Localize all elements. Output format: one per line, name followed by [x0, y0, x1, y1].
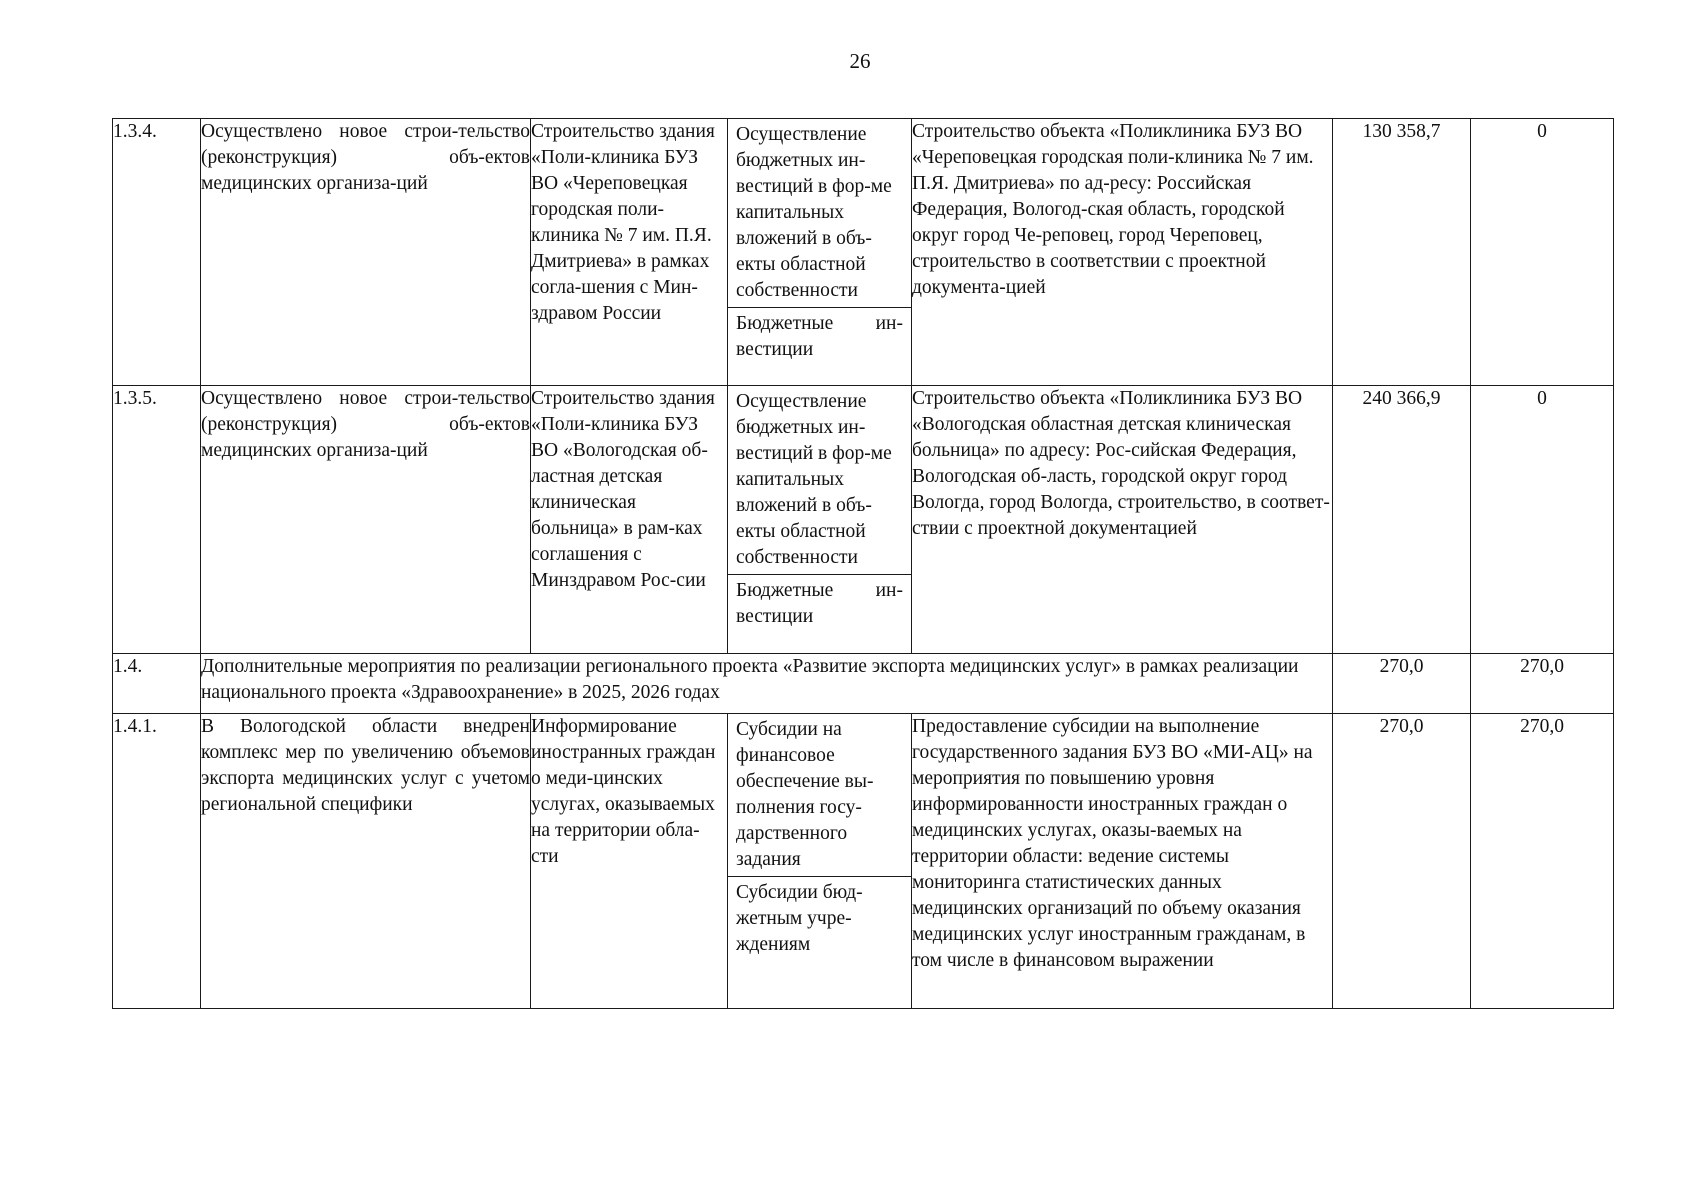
page-number: 26	[849, 49, 871, 73]
section-row	[113, 654, 1614, 714]
section-code: 1.4.	[113, 654, 201, 714]
funding-type: Субсидии на финансовое обеспечение вы-полнения госу-дарственного задания	[728, 714, 911, 877]
row-measure: Строительство здания «Поли-клиника БУЗ ВО «Череповецкая городская поли-клиника № 7 им. П.Я. Дмитриева» в рамках согла-шения с Мин-здравом России	[531, 119, 728, 386]
row-code: 1.4.1.	[113, 714, 201, 1009]
activities-table	[112, 118, 1614, 1009]
row-amount-2025: 130 358,7	[1333, 119, 1471, 386]
row-funding	[728, 386, 912, 654]
row-result: Осуществлено новое строи-тельство (реконструкция) объ-ектов медицинских организа-ций	[201, 119, 531, 386]
row-amount-2026: 270,0	[1471, 714, 1614, 1009]
funding-kind: Бюджетные ин-вестиции	[736, 580, 903, 627]
row-amount-2026: 0	[1471, 386, 1614, 654]
section-amount-2026: 270,0	[1471, 654, 1614, 714]
row-code: 1.3.4.	[113, 119, 201, 386]
table-row	[113, 714, 1614, 1009]
row-description: Строительство объекта «Поликлиника БУЗ ВО «Череповецкая городская поли-клиника № 7 им. П.Я. Дмитриева» по ад-ресу: Российская Федерация, Вологод-ская область, городской округ город Че-реповец, город Череповец, строительство в соответствии с проектной документа-цией	[912, 119, 1333, 386]
row-funding	[728, 714, 912, 1009]
row-measure: Строительство здания «Поли-клиника БУЗ ВО «Вологодская об-ластная детская клиническая больница» в рам-ках соглашения с Минздравом Рос-сии	[531, 386, 728, 654]
row-description: Предоставление субсидии на выполнение государственного задания БУЗ ВО «МИ-АЦ» на мероприятия по повышению уровня информированности иностранных граждан о медицинских услугах, оказы-ваемых на территории области: ведение системы мониторинга статистических данных медицинских организаций по объему оказания медицинских услуг иностранным гражданам, в том числе в финансовом выражении	[912, 714, 1333, 1009]
row-amount-2025: 270,0	[1333, 714, 1471, 1009]
row-amount-2025: 240 366,9	[1333, 386, 1471, 654]
funding-type: Осуществление бюджетных ин-вестиций в фор-ме капитальных вложений в объ-екты областной собственности	[728, 386, 911, 575]
row-amount-2026: 0	[1471, 119, 1614, 386]
table-row	[113, 119, 1614, 386]
row-description: Строительство объекта «Поликлиника БУЗ ВО «Вологодская областная детская клиническая больница» по адресу: Рос-сийская Федерация, Вологодская об-ласть, городской округ город Вологда, город Вологда, строительство, в соответ-ствии с проектной документацией	[912, 386, 1333, 654]
row-result: Осуществлено новое строи-тельство (реконструкция) объ-ектов медицинских организа-ций	[201, 386, 531, 654]
row-result: В Вологодской области внедрен комплекс мер по увеличению объемов экспорта медицинских услуг с учетом региональной специфики	[201, 714, 531, 1009]
row-funding	[728, 119, 912, 386]
table-row	[113, 386, 1614, 654]
funding-kind: Бюджетные ин-вестиции	[736, 313, 903, 360]
section-title: Дополнительные мероприятия по реализации регионального проекта «Развитие экспорта медицинских услуг» в рамках реализации национального проекта «Здравоохранение» в 2025, 2026 годах	[201, 654, 1333, 714]
row-measure: Информирование иностранных граждан о меди-цинских услугах, оказываемых на территории обла-сти	[531, 714, 728, 1009]
funding-kind: Субсидии бюд-жетным учре-ждениям	[736, 882, 863, 955]
section-amount-2025: 270,0	[1333, 654, 1471, 714]
row-code: 1.3.5.	[113, 386, 201, 654]
funding-type: Осуществление бюджетных ин-вестиций в фор-ме капитальных вложений в объ-екты областной собственности	[728, 119, 911, 308]
